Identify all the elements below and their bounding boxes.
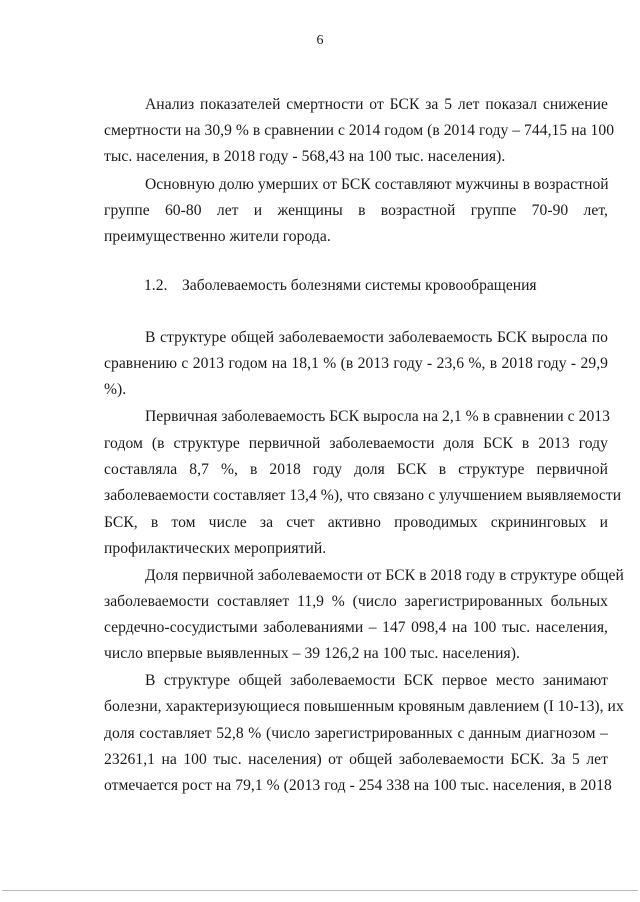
paragraph-4-line-6: профилактических мероприятий. xyxy=(104,540,327,557)
paragraph-5-line-3: сердечно-сосудистыми заболеваниями – 147 098,4 на 100 тыс. населения, xyxy=(104,619,608,636)
scan-edge-divider xyxy=(2,890,638,891)
paragraph-4-line-2: годом (в структуре первичной заболеваемости доля БСК в 2013 году xyxy=(104,435,608,452)
paragraph-1-line-1: Анализ показателей смертности от БСК за 5 лет показал снижение xyxy=(145,96,608,113)
paragraph-6-line-5: отмечается рост на 79,1 % (2013 год - 254 338 на 100 тыс. населения, в 2018 xyxy=(104,777,612,794)
paragraph-6-line-2: болезни, характеризующиеся повышенным кровяным давлением (I 10-13), их xyxy=(104,698,624,715)
paragraph-6-line-4: 23261,1 на 100 тыс. населения) от общей заболеваемости БСК. За 5 лет xyxy=(104,751,608,768)
paragraph-5-line-1: Доля первичной заболеваемости от БСК в 2018 году в структуре общей xyxy=(145,567,624,584)
paragraph-6-line-3: доля составляет 52,8 % (число зарегистрированных с данным диагнозом – xyxy=(104,725,608,742)
paragraph-4-line-5: БСК, в том числе за счет активно проводимых скрининговых и xyxy=(104,514,608,531)
paragraph-3-line-1: В структуре общей заболеваемости заболеваемость БСК выросла по xyxy=(145,329,608,346)
page-number: 6 xyxy=(316,33,324,48)
paragraph-6-line-1: В структуре общей заболеваемости БСК первое место занимают xyxy=(145,672,608,689)
section-heading xyxy=(144,276,537,295)
paragraph-5-line-2: заболеваемости составляет 11,9 % (число зарегистрированных больных xyxy=(104,593,608,610)
section-number: 1.2. xyxy=(144,277,168,294)
paragraph-1-line-3: тыс. населения, в 2018 году - 568,43 на 100 тыс. населения). xyxy=(104,148,506,165)
paragraph-4-line-3: составляла 8,7 %, в 2018 году доля БСК в структуре первичной xyxy=(104,461,608,478)
paragraph-5-line-4: число впервые выявленных – 39 126,2 на 100 тыс. населения). xyxy=(104,645,520,662)
paragraph-3-line-3: %). xyxy=(104,381,127,398)
section-title: Заболеваемость болезнями системы кровообращения xyxy=(182,277,537,294)
paragraph-2-line-3: преимущественно жители города. xyxy=(104,228,331,245)
paragraph-1-line-2: смертности на 30,9 % в сравнении с 2014 годом (в 2014 году – 744,15 на 100 xyxy=(104,122,615,139)
paragraph-2-line-1: Основную долю умерших от БСК составляют мужчины в возрастной xyxy=(145,176,609,193)
paragraph-2-line-2: группе 60-80 лет и женщины в возрастной группе 70-90 лет, xyxy=(104,202,608,219)
paragraph-3-line-2: сравнению с 2013 годом на 18,1 % (в 2013 году - 23,6 %, в 2018 году - 29,9 xyxy=(104,355,608,372)
paragraph-4-line-4: заболеваемости составляет 13,4 %), что связано с улучшением выявляемости xyxy=(104,487,622,504)
paragraph-4-line-1: Первичная заболеваемость БСК выросла на 2,1 % в сравнении с 2013 xyxy=(145,408,610,425)
